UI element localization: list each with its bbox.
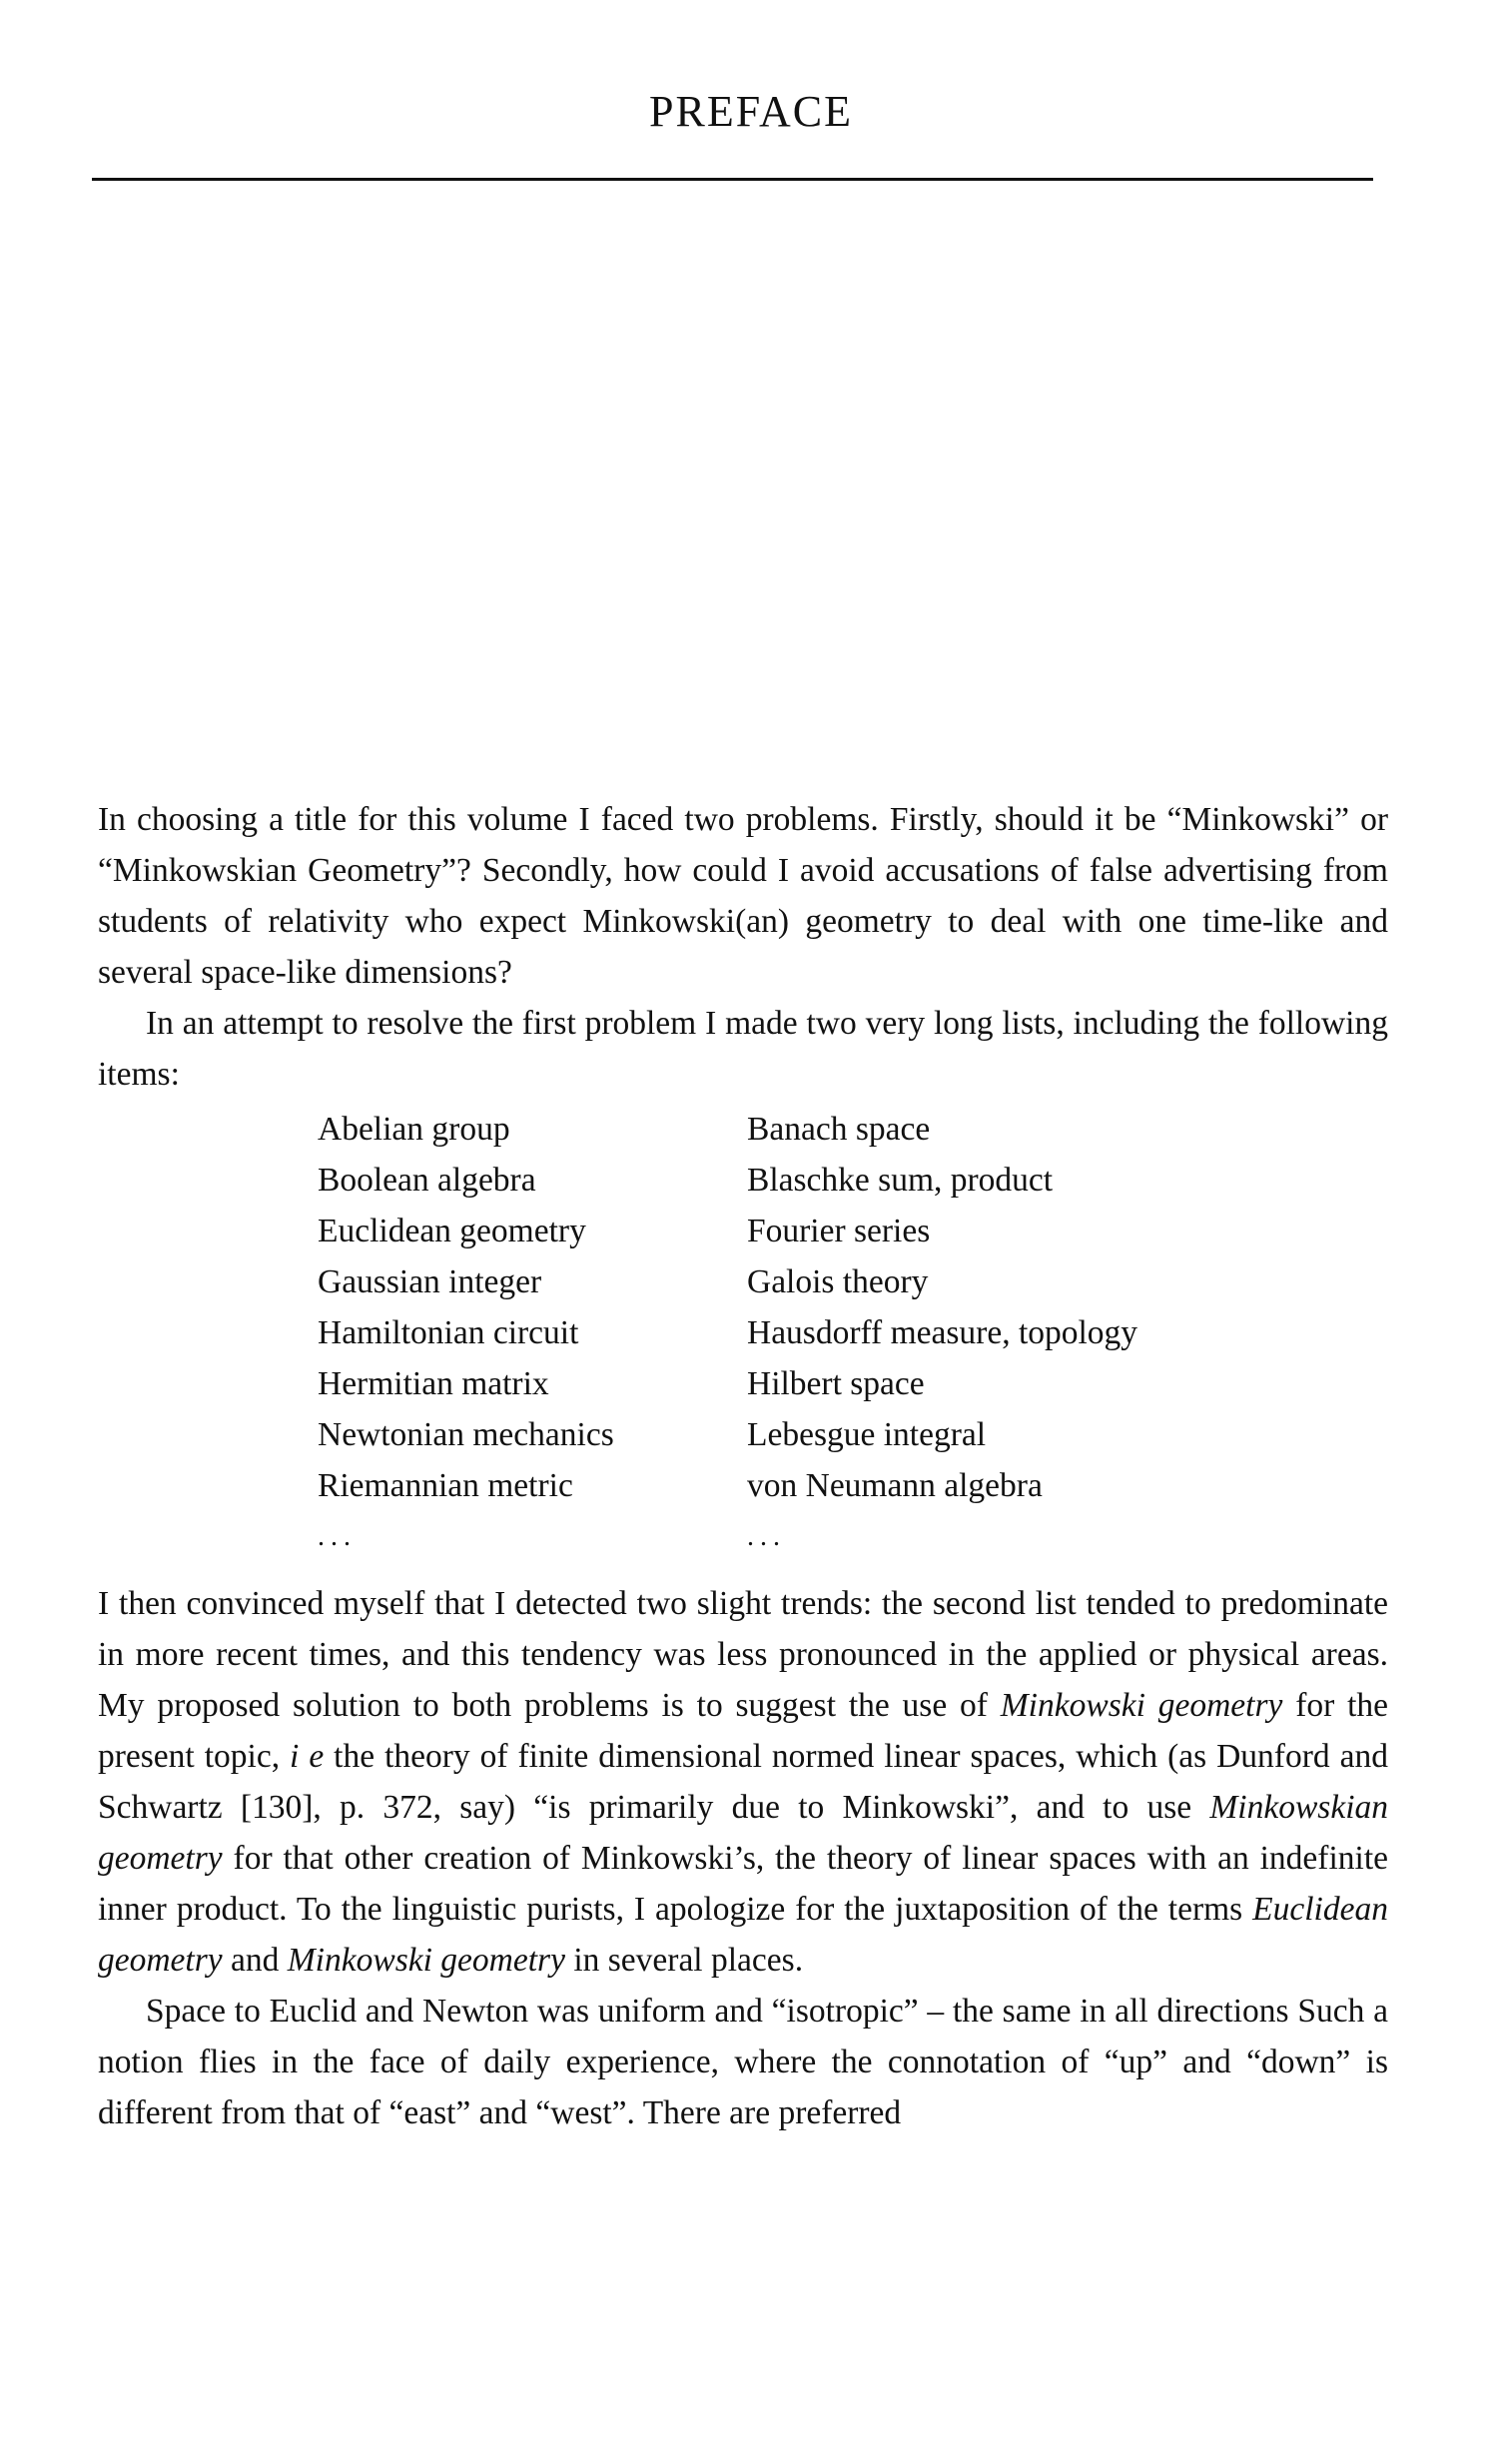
list-item-right: Hausdorff measure, topology <box>747 1314 1138 1351</box>
list-item-left: Abelian group <box>318 1111 510 1148</box>
preface-body <box>98 794 1388 2138</box>
paragraph-1: In choosing a title for this volume I faced two problems. Firstly, should it be “Minkowski” or “Minkowskian Geometry”? Secondly, how could I avoid accusations of false advertising from students of relativity who expect Minkowski(an) geometry to deal with one time-like and several space-like dimensions? <box>98 801 1388 991</box>
list-ellipsis-left: ... <box>318 1521 357 1552</box>
paragraph-3-text: in several places. <box>564 1942 804 1979</box>
list-ellipsis-right: ... <box>747 1521 786 1552</box>
list-item-left: Gaussian integer <box>318 1263 542 1300</box>
list-item-right: Galois theory <box>747 1263 929 1300</box>
paragraph-3-text: I then convinced myself that I detected two slight trends: the second list tended to predominate in more recent times, and this tendency was less pronounced in the applied or physical areas. My proposed solution to both problems is to suggest the use of <box>98 1585 1388 1724</box>
list-item-left: Hamiltonian circuit <box>318 1314 579 1351</box>
paragraph-2: In an attempt to resolve the first problem I made two very long lists, including the following items: <box>98 1005 1388 1093</box>
term-lists <box>318 1104 1388 1562</box>
list-item-left: Riemannian metric <box>318 1467 573 1504</box>
title-rule <box>92 178 1373 181</box>
italic-term: Minkowski geometry <box>1000 1687 1283 1724</box>
italic-abbreviation: i e <box>290 1738 325 1775</box>
list-item-right: Lebesgue integral <box>747 1416 987 1453</box>
list-item-right: von Neumann algebra <box>747 1467 1043 1504</box>
page-title: PREFACE <box>649 87 853 136</box>
paragraph-3-text: for that other creation of Minkowski’s, the theory of linear spaces with an indefinite inner product. To the linguistic purists, I apologize for the juxtaposition of the terms <box>98 1840 1388 1928</box>
paragraph-3 <box>98 1578 1388 1986</box>
list-item-right: Hilbert space <box>747 1365 925 1402</box>
list-item-left: Hermitian matrix <box>318 1365 549 1402</box>
italic-term: Minkowskian geometry <box>98 1789 1388 1877</box>
paragraph-4: Space to Euclid and Newton was uniform and “isotropic” – the same in all directions Such a notion flies in the face of daily experience, where the connotation of “up” and “down” is different from that of “east” and “west”. There are preferred <box>98 1993 1388 2131</box>
italic-term: Minkowski geometry <box>287 1942 565 1979</box>
paragraph-3-text: and <box>222 1942 288 1979</box>
list-item-right: Fourier series <box>747 1213 931 1249</box>
paragraph-3-text: the theory of finite dimensional normed linear spaces, which (as Dunford and Schwartz [130], p. 372, say) “is primarily due to Minkowski”, and to use <box>98 1738 1388 1826</box>
list-item-left: Euclidean geometry <box>318 1213 586 1249</box>
list-item-left: Newtonian mechanics <box>318 1416 614 1453</box>
italic-term: Euclidean geometry <box>98 1891 1388 1979</box>
list-item-right: Banach space <box>747 1111 931 1148</box>
paragraph-3-text: for the present topic, <box>98 1687 1388 1775</box>
list-item-right: Blaschke sum, product <box>747 1162 1054 1199</box>
list-item-left: Boolean algebra <box>318 1162 536 1199</box>
